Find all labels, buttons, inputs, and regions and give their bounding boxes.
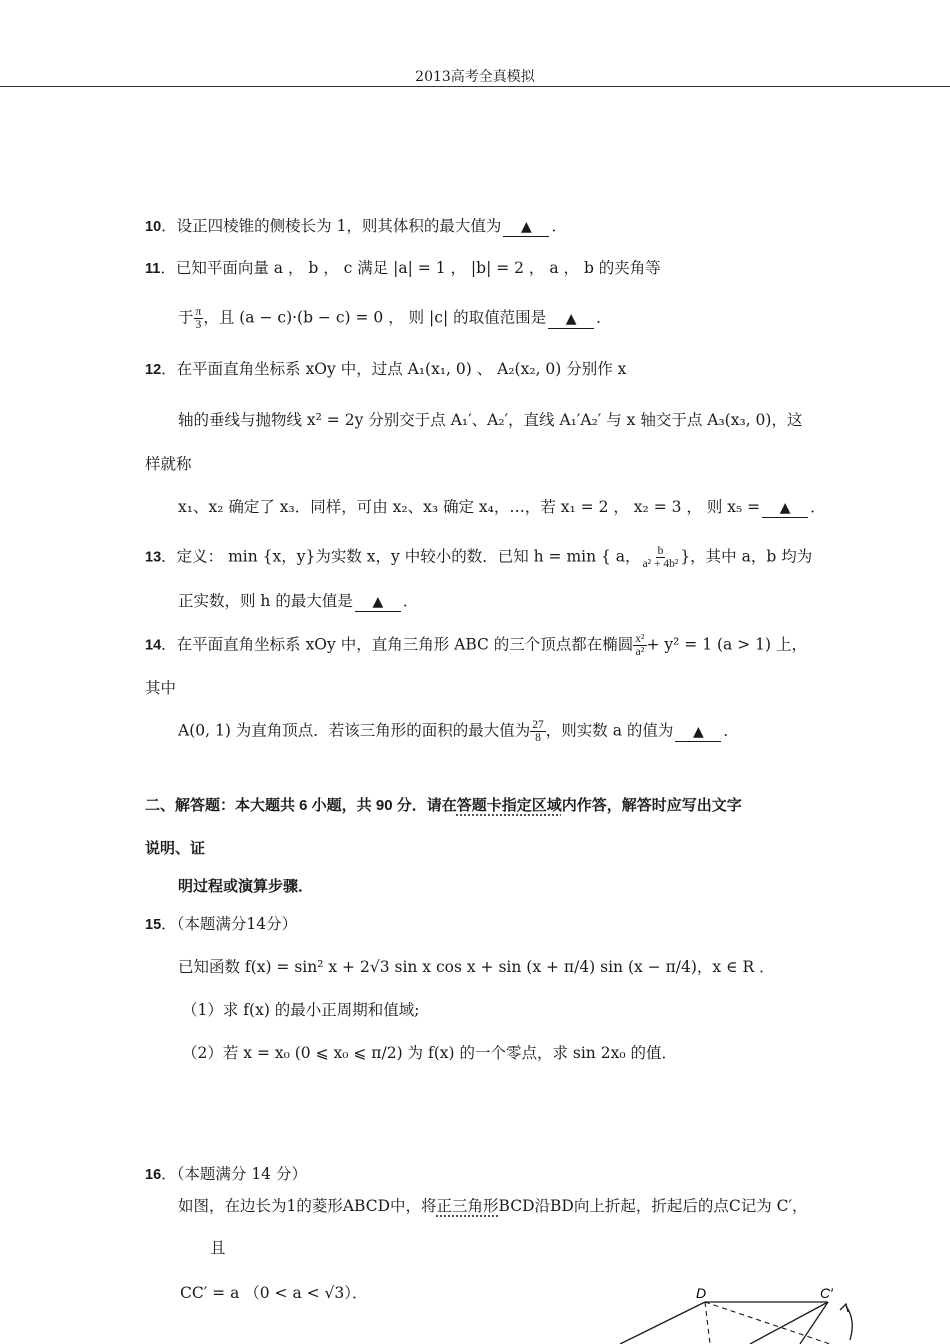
question-16-line1: 如图，在边长为1的菱形ABCD中，将正三角形BCD沿BD向上折起，折起后的点C记为 C′， <box>178 1197 808 1215</box>
question-12-line3: 样就称 <box>145 455 192 473</box>
rhombus-fold-figure <box>600 1280 860 1344</box>
dashed-edge-2 <box>705 1302 710 1344</box>
answer-blank: ▲ <box>503 219 549 237</box>
page-header <box>0 0 950 87</box>
question-text: ．已知平面向量 a ， b ， c 满足 |a| = 1 ， |b| = 2 ， a ， b 的夹角等 <box>160 259 661 277</box>
question-15-part1: （1）求 f(x) 的最小正周期和值域; <box>182 1001 420 1019</box>
answer-blank: ▲ <box>675 724 721 742</box>
question-14-line2: 其中 <box>145 679 177 697</box>
fraction: $\frac{b}{\text{a² + 4b²}}$ <box>642 545 679 570</box>
answer-blank: ▲ <box>355 594 401 612</box>
question-number: 11 <box>145 261 161 277</box>
question-12 <box>145 359 626 380</box>
question-number: 12 <box>145 362 162 378</box>
arrow-head <box>840 1304 848 1312</box>
question-13: 13．定义： min {x，y}为实数 x，y 中较小的数．已知 h = min { a， $\frac{b}{\text{a² + 4b²}}$ }，其中 a，b 均为 <box>145 545 813 570</box>
question-text: ．设正四棱锥的侧棱长为 1，则其体积的最大值为 <box>161 217 502 235</box>
section-heading-line2: 说明、证 <box>145 840 206 857</box>
question-number: 16 <box>145 1167 162 1183</box>
answer-blank: ▲ <box>548 311 594 329</box>
edge-left <box>620 1302 705 1344</box>
section-heading-line3: 明过程或演算步骤． <box>178 878 314 895</box>
fold-arrow <box>846 1306 852 1340</box>
question-number: 14 <box>145 637 162 654</box>
label-c-prime: C′ <box>820 1285 833 1301</box>
question-16: 16．（本题满分 14 分） <box>145 1165 307 1183</box>
edge-right <box>800 1302 828 1344</box>
question-text: ．在平面直角坐标系 xOy 中，过点 A₁(x₁, 0) 、 A₂(x₂, 0) 分别作 x <box>161 360 627 378</box>
fraction: $\frac{27}{8}$ <box>532 719 544 744</box>
question-number: 10 <box>145 219 162 235</box>
question-number: 13 <box>145 549 162 566</box>
edge-diag <box>750 1302 828 1344</box>
section-heading: 二、解答题：本大题共 6 小题，共 90 分．请在答题卡指定区域内作答，解答时应写出文字 <box>145 797 742 814</box>
question-15: 15．（本题满分14分） <box>145 915 298 933</box>
question-14-line3: A(0, 1) 为直角顶点．若该三角形的面积的最大值为 $\frac{27}{8}$ ，则实数 a 的值为 ▲ ． <box>178 719 739 744</box>
header-title: 2013高考全真模拟 <box>415 69 535 85</box>
fraction: $\frac{\text{x²}}{\text{a²}}$ <box>635 633 645 658</box>
question-11-line2: 于 $\frac{\pi}{3}$ ，且 (a − c)·(b − c) = 0 ， 则 |c| 的取值范围是 ▲ ． <box>178 306 612 331</box>
answer-blank: ▲ <box>762 500 808 518</box>
question-10: 10．设正四棱锥的侧棱长为 1，则其体积的最大值为 ▲ ． <box>145 217 567 235</box>
question-11 <box>145 258 661 279</box>
question-number: 15 <box>145 917 162 933</box>
question-15-function: 已知函数 f(x) = sin² x + 2√3 sin x cos x + sin (x + π/4) sin (x − π/4)，x ∈ R ． <box>178 958 775 976</box>
dashed-edge <box>705 1302 830 1344</box>
question-16-line2: 且 <box>210 1239 226 1257</box>
question-15-part2: （2）若 x = x₀ (0 ⩽ x₀ ⩽ π/2) 为 f(x) 的一个零点，求 sin 2x₀ 的值． <box>182 1044 677 1062</box>
question-12-line2: 轴的垂线与抛物线 x² = 2y 分别交于点 A₁′、A₂′，直线 A₁′A₂′ 与 x 轴交于点 A₃(x₃, 0)，这 <box>178 411 803 429</box>
question-14: 14．在平面直角坐标系 xOy 中，直角三角形 ABC 的三个顶点都在椭圆 $\frac{\text{x²}}{\text{a²}}$ + y² = 1 (a > 1) 上， <box>145 633 807 658</box>
question-12-line4: x₁、x₂ 确定了 x₃．同样，可由 x₂、x₃ 确定 x₄，…，若 x₁ = 2 ， x₂ = 3 ， 则 x₅ = ▲ ． <box>178 498 826 516</box>
fraction: $\frac{\pi}{3}$ <box>195 306 202 331</box>
label-d: D <box>696 1285 707 1301</box>
question-16-line3: CC′ = a （0 < a < √3）． <box>180 1284 368 1302</box>
question-13-line2: 正实数，则 h 的最大值是 ▲ ． <box>178 592 419 610</box>
